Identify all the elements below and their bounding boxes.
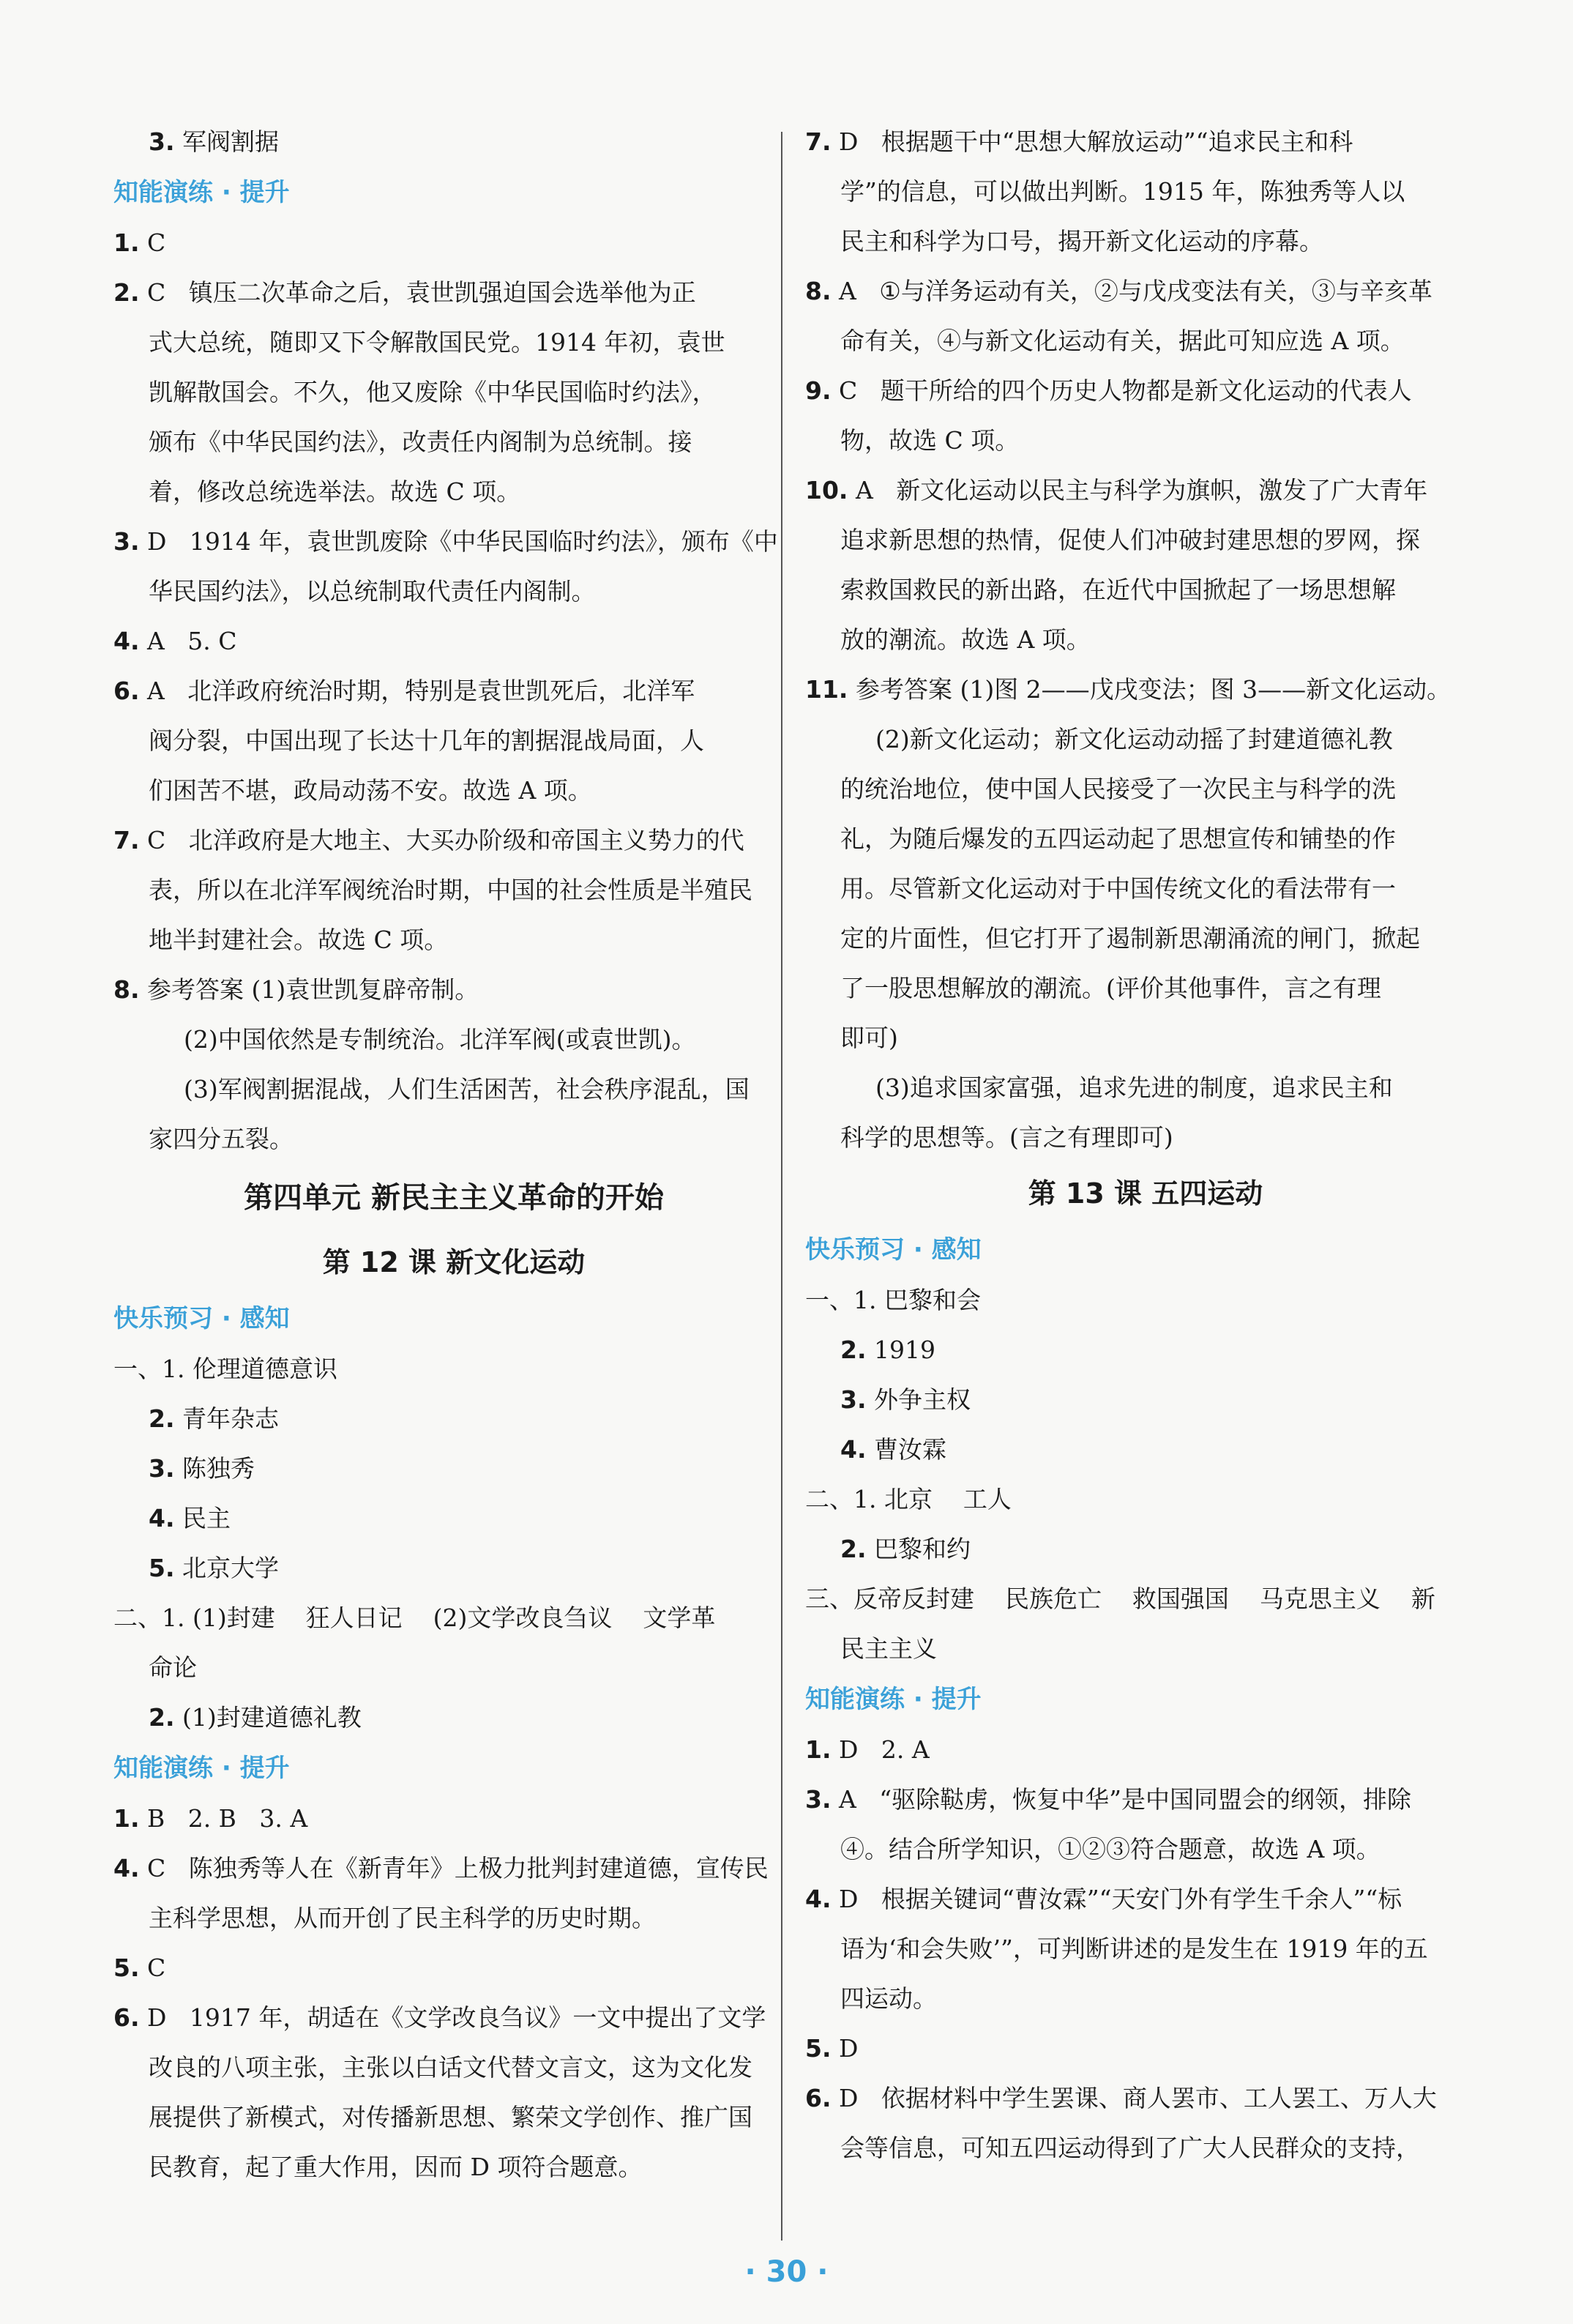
item-text: A 新文化运动以民主与科学为旗帜，激发了广大青年 bbox=[848, 476, 1428, 504]
continuation-line: 凯解散国会。不久，他又废除《中华民国临时约法》， bbox=[149, 378, 717, 406]
continuation-line: 会等信息，可知五四运动得到了广大人民群众的支持， bbox=[840, 2134, 1420, 2162]
item-number: 3. bbox=[113, 527, 140, 556]
item-number: 7. bbox=[805, 127, 832, 156]
continuation-line: 用。尽管新文化运动对于中国传统文化的看法带有一 bbox=[840, 874, 1396, 903]
item-number: 4. bbox=[149, 1504, 175, 1532]
continuation-line: 阀分裂，中国出现了长达十几年的割据混战局面，人 bbox=[149, 726, 704, 755]
item-number: 2. bbox=[149, 1703, 175, 1732]
item-text: 二、1. (1)封建 狂人日记 (2)文学改良刍议 文学革 bbox=[113, 1604, 716, 1632]
item-number: 5. bbox=[113, 1954, 140, 1982]
item-text: D 1914 年，袁世凯废除《中华民国临时约法》，颁布《中 bbox=[139, 527, 778, 556]
item-number: 8. bbox=[113, 975, 140, 1004]
item-number: 1. bbox=[805, 1735, 832, 1764]
continuation-line: 民主主义 bbox=[840, 1634, 937, 1663]
section-heading: 知能演练 · 提升 bbox=[113, 178, 290, 207]
item-number: 1. bbox=[113, 1804, 140, 1833]
answer-item bbox=[113, 617, 794, 666]
continuation-line: 表，所以在北洋军阀统治时期，中国的社会性质是半殖民 bbox=[149, 876, 752, 904]
item-text: A ①与洋务运动有关，②与戊戌变法有关，③与辛亥革 bbox=[831, 277, 1432, 305]
continuation-line: 的统治地位，使中国人民接受了一次民主与科学的洗 bbox=[840, 775, 1396, 803]
answer-item bbox=[113, 1543, 794, 1593]
answer-item bbox=[805, 1425, 1486, 1475]
item-number: 4. bbox=[805, 1885, 832, 1913]
item-text: A 北洋政府统治时期，特别是袁世凯死后，北洋军 bbox=[139, 677, 695, 705]
continuation-line: 着，修改总统选举法。故选 C 项。 bbox=[149, 477, 521, 506]
item-text: 北京大学 bbox=[174, 1554, 279, 1582]
continuation-line: 命论 bbox=[149, 1653, 197, 1682]
item-text: A “驱除鞑虏，恢复中华”是中国同盟会的纲领，排除 bbox=[831, 1785, 1412, 1814]
answer-item bbox=[805, 1475, 1486, 1524]
continuation-line: 华民国约法》，以总统制取代责任内阁制。 bbox=[149, 577, 596, 606]
item-text: A 5. C bbox=[139, 627, 237, 655]
section-heading: 快乐预习 · 感知 bbox=[805, 1235, 982, 1265]
answer-item bbox=[805, 267, 1486, 316]
item-number: 2. bbox=[113, 278, 140, 307]
continuation-line: 颁布《中华民国约法》，改责任内阁制为总统制。接 bbox=[149, 428, 692, 456]
page-number: · 30 · bbox=[744, 2255, 829, 2289]
item-number: 3. bbox=[149, 127, 175, 156]
item-text: 一、1. 巴黎和会 bbox=[805, 1286, 981, 1314]
continuation-line: 科学的思想等。(言之有理即可) bbox=[840, 1123, 1173, 1152]
item-text: D 依据材料中学生罢课、商人罢市、工人罢工、万人大 bbox=[831, 2084, 1437, 2112]
continuation-line: 主科学思想，从而开创了民主科学的历史时期。 bbox=[149, 1904, 656, 1932]
answer-item bbox=[113, 1494, 794, 1543]
item-text: D 2. A bbox=[831, 1735, 930, 1764]
sub-answer: (2)新文化运动；新文化运动动摇了封建道德礼教 bbox=[875, 725, 1393, 753]
item-number: 5. bbox=[149, 1554, 175, 1582]
item-text: D 根据题干中“思想大解放运动”“追求民主和科 bbox=[831, 127, 1353, 156]
item-text: 1919 bbox=[866, 1336, 935, 1364]
continuation-line: 家四分五裂。 bbox=[149, 1125, 294, 1153]
item-text: 陈独秀 bbox=[174, 1454, 255, 1483]
right-column bbox=[805, 117, 1486, 2173]
answer-item bbox=[805, 466, 1486, 515]
item-text: C 题干所给的四个历史人物都是新文化运动的代表人 bbox=[831, 376, 1412, 405]
continuation-line: 们困苦不堪，政局动荡不安。故选 A 项。 bbox=[149, 776, 592, 805]
item-number: 10. bbox=[805, 476, 848, 504]
item-number: 9. bbox=[805, 376, 832, 405]
continuation-line: 改良的八项主张，主张以白话文代替文言文，这为文化发 bbox=[149, 2053, 752, 2082]
item-number: 8. bbox=[805, 277, 832, 305]
item-text: D 根据关键词“曹汝霖”“天安门外有学生千余人”“标 bbox=[831, 1885, 1402, 1913]
answer-item bbox=[113, 1794, 794, 1844]
answer-item bbox=[113, 1394, 794, 1444]
answer-item bbox=[113, 117, 794, 167]
item-text: C 北洋政府是大地主、大买办阶级和帝国主义势力的代 bbox=[139, 826, 744, 854]
answer-item bbox=[805, 1874, 1486, 1924]
item-text: 一、1. 伦理道德意识 bbox=[113, 1355, 337, 1383]
continuation-line: 礼，为随后爆发的五四运动起了思想宣传和铺垫的作 bbox=[840, 824, 1396, 853]
answer-item bbox=[805, 1325, 1486, 1375]
sub-answer: (3)军阀割据混战，人们生活困苦，社会秩序混乱，国 bbox=[184, 1075, 750, 1103]
item-number: 3. bbox=[805, 1785, 832, 1814]
answer-item bbox=[113, 1444, 794, 1494]
item-number: 6. bbox=[113, 677, 140, 705]
answer-item bbox=[805, 1725, 1486, 1775]
item-number: 3. bbox=[840, 1385, 867, 1414]
answer-item bbox=[113, 1844, 794, 1893]
continuation-line: 了一股思想解放的潮流。(评价其他事件，言之有理 bbox=[840, 974, 1381, 1002]
continuation-line: 地半封建社会。故选 C 项。 bbox=[149, 925, 449, 954]
item-text: C 陈独秀等人在《新青年》上极力批判封建道德，宣传民 bbox=[139, 1854, 769, 1882]
answer-item bbox=[113, 1344, 794, 1394]
item-text: 民主 bbox=[174, 1504, 231, 1532]
item-number: 2. bbox=[149, 1404, 175, 1433]
answer-item bbox=[805, 2074, 1486, 2123]
section-heading: 知能演练 · 提升 bbox=[805, 1685, 982, 1714]
answer-item bbox=[805, 1524, 1486, 1574]
answer-item bbox=[113, 517, 794, 567]
item-text: 军阀割据 bbox=[174, 127, 279, 156]
sub-answer: (2)中国依然是专制统治。北洋军阀(或袁世凯)。 bbox=[184, 1025, 696, 1054]
lesson-title: 第 13 课 五四运动 bbox=[1028, 1177, 1263, 1210]
item-number: 6. bbox=[805, 2084, 832, 2112]
continuation-line: 展提供了新模式，对传播新思想、繁荣文学创作、推广国 bbox=[149, 2103, 752, 2131]
answer-item bbox=[805, 117, 1486, 167]
section-heading: 快乐预习 · 感知 bbox=[113, 1304, 290, 1333]
continuation-line: ④。结合所学知识，①②③符合题意，故选 A 项。 bbox=[840, 1835, 1380, 1863]
item-text: (1)封建道德礼教 bbox=[174, 1703, 362, 1732]
item-number: 2. bbox=[840, 1535, 867, 1563]
left-column bbox=[113, 117, 794, 2192]
answer-item bbox=[113, 816, 794, 865]
item-text: 曹汝霖 bbox=[866, 1435, 946, 1464]
item-number: 7. bbox=[113, 826, 140, 854]
continuation-line: 放的潮流。故选 A 项。 bbox=[840, 625, 1091, 654]
answer-item bbox=[113, 1943, 794, 1993]
answer-item bbox=[113, 1993, 794, 2043]
answer-item bbox=[113, 1593, 794, 1643]
continuation-line: 语为‘和会失败’”，可判断讲述的是发生在 1919 年的五 bbox=[840, 1934, 1428, 1963]
continuation-line: 学”的信息，可以做出判断。1915 年，陈独秀等人以 bbox=[840, 177, 1405, 206]
continuation-line: 物，故选 C 项。 bbox=[840, 426, 1020, 455]
item-number: 1. bbox=[113, 228, 140, 257]
answer-item bbox=[805, 2024, 1486, 2074]
item-text: C 镇压二次革命之后，袁世凯强迫国会选举他为正 bbox=[139, 278, 696, 307]
sub-answer: (3)追求国家富强，追求先进的制度，追求民主和 bbox=[875, 1073, 1393, 1102]
answer-item bbox=[113, 666, 794, 716]
item-number: 4. bbox=[113, 627, 140, 655]
answer-item bbox=[805, 1574, 1486, 1624]
continuation-line: 索救国救民的新出路，在近代中国掀起了一场思想解 bbox=[840, 576, 1396, 604]
continuation-line: 即可) bbox=[840, 1024, 898, 1052]
item-text: 二、1. 北京 工人 bbox=[805, 1485, 1012, 1513]
answer-item bbox=[113, 965, 794, 1015]
answer-item bbox=[113, 268, 794, 318]
continuation-line: 命有关，④与新文化运动有关，据此可知应选 A 项。 bbox=[840, 327, 1405, 355]
answer-item bbox=[805, 1275, 1486, 1325]
continuation-line: 定的片面性，但它打开了遏制新思潮涌流的闸门，掀起 bbox=[840, 924, 1420, 953]
answer-item bbox=[113, 1693, 794, 1743]
unit-title: 第四单元 新民主主义革命的开始 bbox=[244, 1181, 664, 1215]
answer-item bbox=[805, 1775, 1486, 1825]
item-text: D bbox=[831, 2034, 859, 2063]
continuation-line: 四运动。 bbox=[840, 1984, 937, 2013]
answer-item bbox=[805, 1375, 1486, 1425]
item-text: 参考答案 (1)图 2——戊戌变法；图 3——新文化运动。 bbox=[848, 675, 1451, 704]
continuation-line: 民教育，起了重大作用，因而 D 项符合题意。 bbox=[149, 2153, 643, 2181]
item-text: C bbox=[139, 228, 166, 257]
continuation-line: 追求新思想的热情，促使人们冲破封建思想的罗网，探 bbox=[840, 526, 1420, 554]
item-text: 外争主权 bbox=[866, 1385, 971, 1414]
continuation-line: 民主和科学为口号，揭开新文化运动的序幕。 bbox=[840, 227, 1323, 256]
lesson-title: 第 12 课 新文化运动 bbox=[322, 1246, 586, 1278]
item-number: 5. bbox=[805, 2034, 832, 2063]
item-text: 三、反帝反封建 民族危亡 救国强国 马克思主义 新 bbox=[805, 1584, 1435, 1613]
item-number: 4. bbox=[840, 1435, 867, 1464]
column-divider bbox=[781, 132, 782, 2241]
item-number: 4. bbox=[113, 1854, 140, 1882]
item-number: 2. bbox=[840, 1336, 867, 1364]
item-number: 6. bbox=[113, 2003, 140, 2032]
item-text: B 2. B 3. A bbox=[139, 1804, 308, 1833]
answer-item bbox=[805, 665, 1486, 715]
item-text: C bbox=[139, 1954, 166, 1982]
item-number: 11. bbox=[805, 675, 848, 704]
continuation-line: 式大总统，随即又下令解散国民党。1914 年初，袁世 bbox=[149, 328, 725, 357]
item-text: 青年杂志 bbox=[174, 1404, 279, 1433]
item-text: D 1917 年，胡适在《文学改良刍议》一文中提出了文学 bbox=[139, 2003, 766, 2032]
item-text: 参考答案 (1)袁世凯复辟帝制。 bbox=[139, 975, 479, 1004]
section-heading: 知能演练 · 提升 bbox=[113, 1754, 290, 1783]
answer-item bbox=[805, 366, 1486, 416]
item-number: 3. bbox=[149, 1454, 175, 1483]
item-text: 巴黎和约 bbox=[866, 1535, 971, 1563]
answer-item bbox=[113, 218, 794, 268]
